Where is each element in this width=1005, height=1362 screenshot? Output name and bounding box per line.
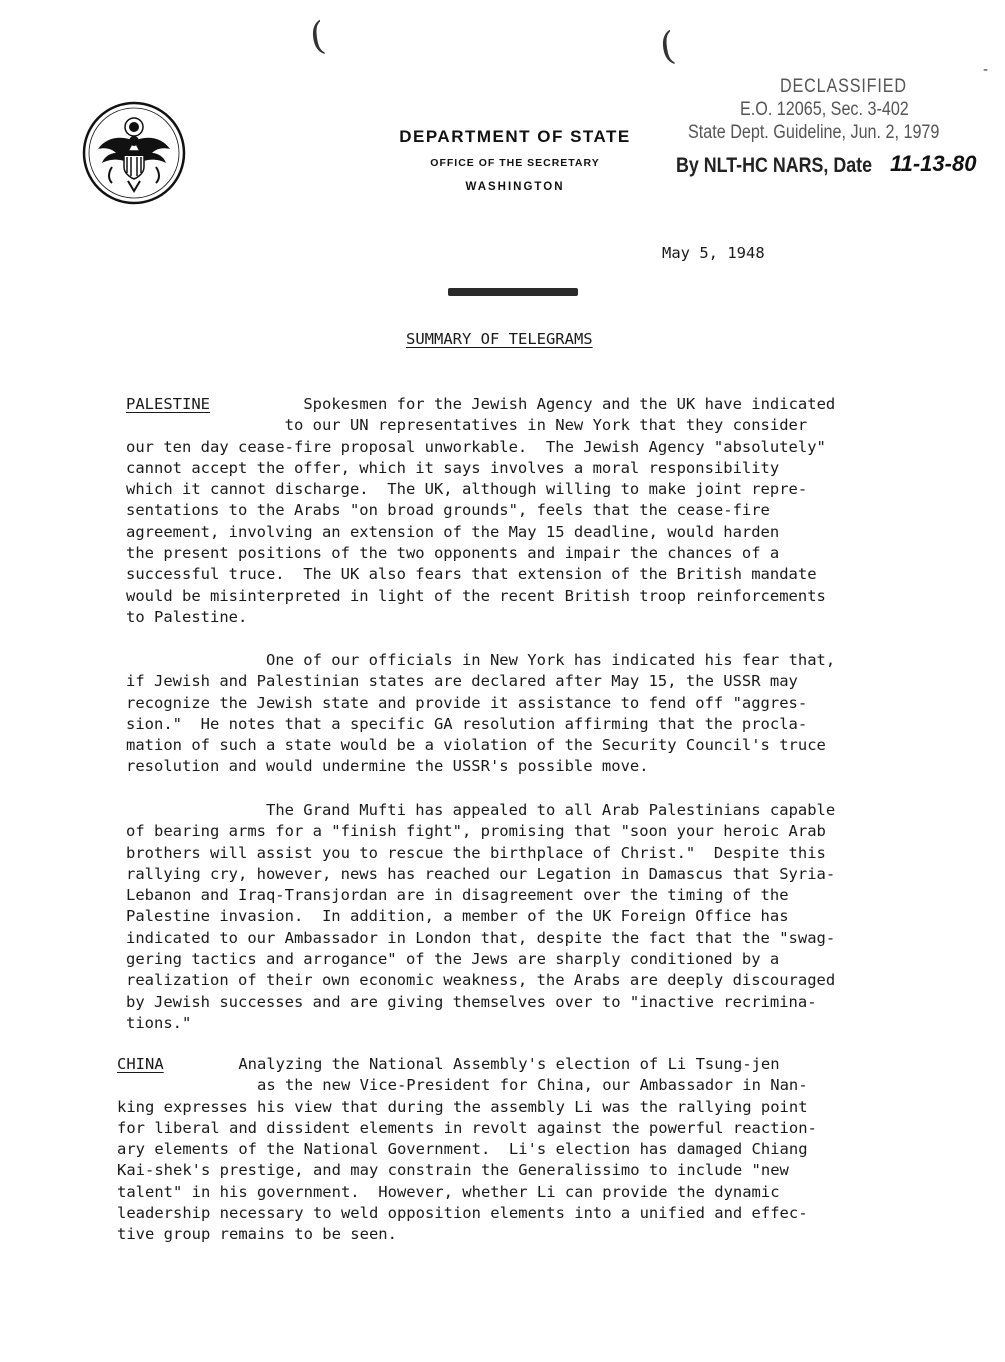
text-line: to Palestine.	[126, 607, 248, 626]
text-line: for liberal and dissident elements in revolt against the powerful reaction-	[117, 1118, 817, 1137]
text-line: One of our officials in New York has indicated his fear that,	[265, 651, 836, 669]
text-line: The Grand Mufti has appealed to all Arab Palestinians capable	[265, 801, 836, 819]
corner-mark: -	[983, 62, 989, 78]
redacted-classification-marking	[448, 288, 578, 296]
declassified-stamp-line4: By NLT-HC NARS, Date	[676, 154, 873, 177]
text-line: Spokesmen for the Jewish Agency and the UK have indicated	[303, 395, 836, 413]
text-line: realization of their own economic weakness, the Arabs are deeply discouraged	[126, 971, 836, 990]
text-line: Lebanon and Iraq-Transjordan are in disagreement over the timing of the	[126, 886, 789, 905]
office-name: OFFICE OF THE SECRETARY	[430, 157, 600, 169]
text-line: if Jewish and Palestinian states are declared after May 15, the USSR may	[126, 672, 798, 691]
text-line: to our UN representatives in New York that they consider	[284, 416, 808, 435]
text-line: resolution and would undermine the USSR's possible move.	[126, 757, 649, 776]
palestine-paragraph-3	[126, 800, 835, 1034]
palestine-paragraph-2	[126, 650, 835, 778]
text-line: brothers will assist you to rescue the birthplace of Christ." Despite this	[126, 843, 826, 862]
text-line: Analyzing the National Assembly's election of Li Tsung-jen	[238, 1055, 780, 1073]
text-line: by Jewish successes and are giving themselves over to "inactive recrimina-	[126, 992, 817, 1011]
text-line: gering tactics and arrogance" of the Jews are sharply conditioned by a	[126, 950, 780, 969]
text-line: Palestine invasion. In addition, a member of the UK Foreign Office has	[126, 907, 789, 926]
text-line: king expresses his view that during the assembly Li was the rallying point	[117, 1097, 808, 1116]
text-line: leadership necessary to weld opposition elements into a unified and effec-	[117, 1204, 808, 1223]
text-line: successful truce. The UK also fears that extension of the British mandate	[126, 565, 817, 584]
text-line: as the new Vice-President for China, our Ambassador in Nan-	[256, 1076, 808, 1095]
text-line: mation of such a state would be a violation of the Security Council's truce	[126, 736, 826, 755]
china-paragraph	[117, 1054, 817, 1246]
declassified-stamp-line1: DECLASSIFIED	[780, 76, 907, 97]
memo-title: SUMMARY OF TELEGRAMS	[406, 330, 593, 348]
text-line: cannot accept the offer, which it says involves a moral responsibility	[126, 458, 780, 477]
text-line: rallying cry, however, news has reached our Legation in Damascus that Syria-	[126, 864, 836, 883]
text-line: which it cannot discharge. The UK, although willing to make joint repre-	[126, 480, 808, 499]
text-line: talent" in his government. However, whether Li can provide the dynamic	[117, 1182, 780, 1201]
text-line: sion." He notes that a specific GA resolution affirming that the procla-	[126, 714, 808, 733]
text-line: agreement, involving an extension of the May 15 deadline, would harden	[126, 522, 780, 541]
declassified-stamp-line2: E.O. 12065, Sec. 3-402	[740, 99, 909, 120]
department-name: DEPARTMENT OF STATE	[399, 127, 631, 146]
text-line: our ten day cease-fire proposal unworkable. The Jewish Agency "absolutely"	[126, 437, 826, 456]
text-line: of bearing arms for a "finish fight", promising that "soon your heroic Arab	[126, 822, 826, 841]
text-line: tions."	[126, 1013, 192, 1032]
section-heading-china: CHINA	[117, 1055, 164, 1073]
great-seal-icon	[82, 101, 186, 205]
archive-mark-left: (	[307, 13, 328, 59]
archive-mark-right: (	[657, 23, 678, 69]
text-line: would be misinterpreted in light of the recent British troop reinforcements	[126, 586, 826, 605]
section-heading-palestine: PALESTINE	[126, 395, 210, 413]
text-line: tive group remains to be seen.	[117, 1225, 397, 1244]
text-line: sentations to the Arabs "on broad grounds", feels that the cease-fire	[126, 501, 770, 520]
declassified-stamp-line3: State Dept. Guideline, Jun. 2, 1979	[688, 122, 940, 143]
city-name: WASHINGTON	[465, 181, 565, 193]
text-line: indicated to our Ambassador in London that, despite the fact that the "swag-	[126, 928, 836, 947]
text-line: Kai-shek's prestige, and may constrain the Generalissimo to include "new	[117, 1161, 789, 1180]
memo-date: May 5, 1948	[662, 244, 765, 262]
handwritten-date: 11-13-80	[890, 151, 977, 176]
text-line: ary elements of the National Government. Li's election has damaged Chiang	[117, 1140, 808, 1159]
text-line: the present positions of the two opponents and impair the chances of a	[126, 544, 780, 563]
palestine-paragraph-1	[126, 394, 835, 628]
text-line: recognize the Jewish state and provide it assistance to fend off "aggres-	[126, 693, 808, 712]
